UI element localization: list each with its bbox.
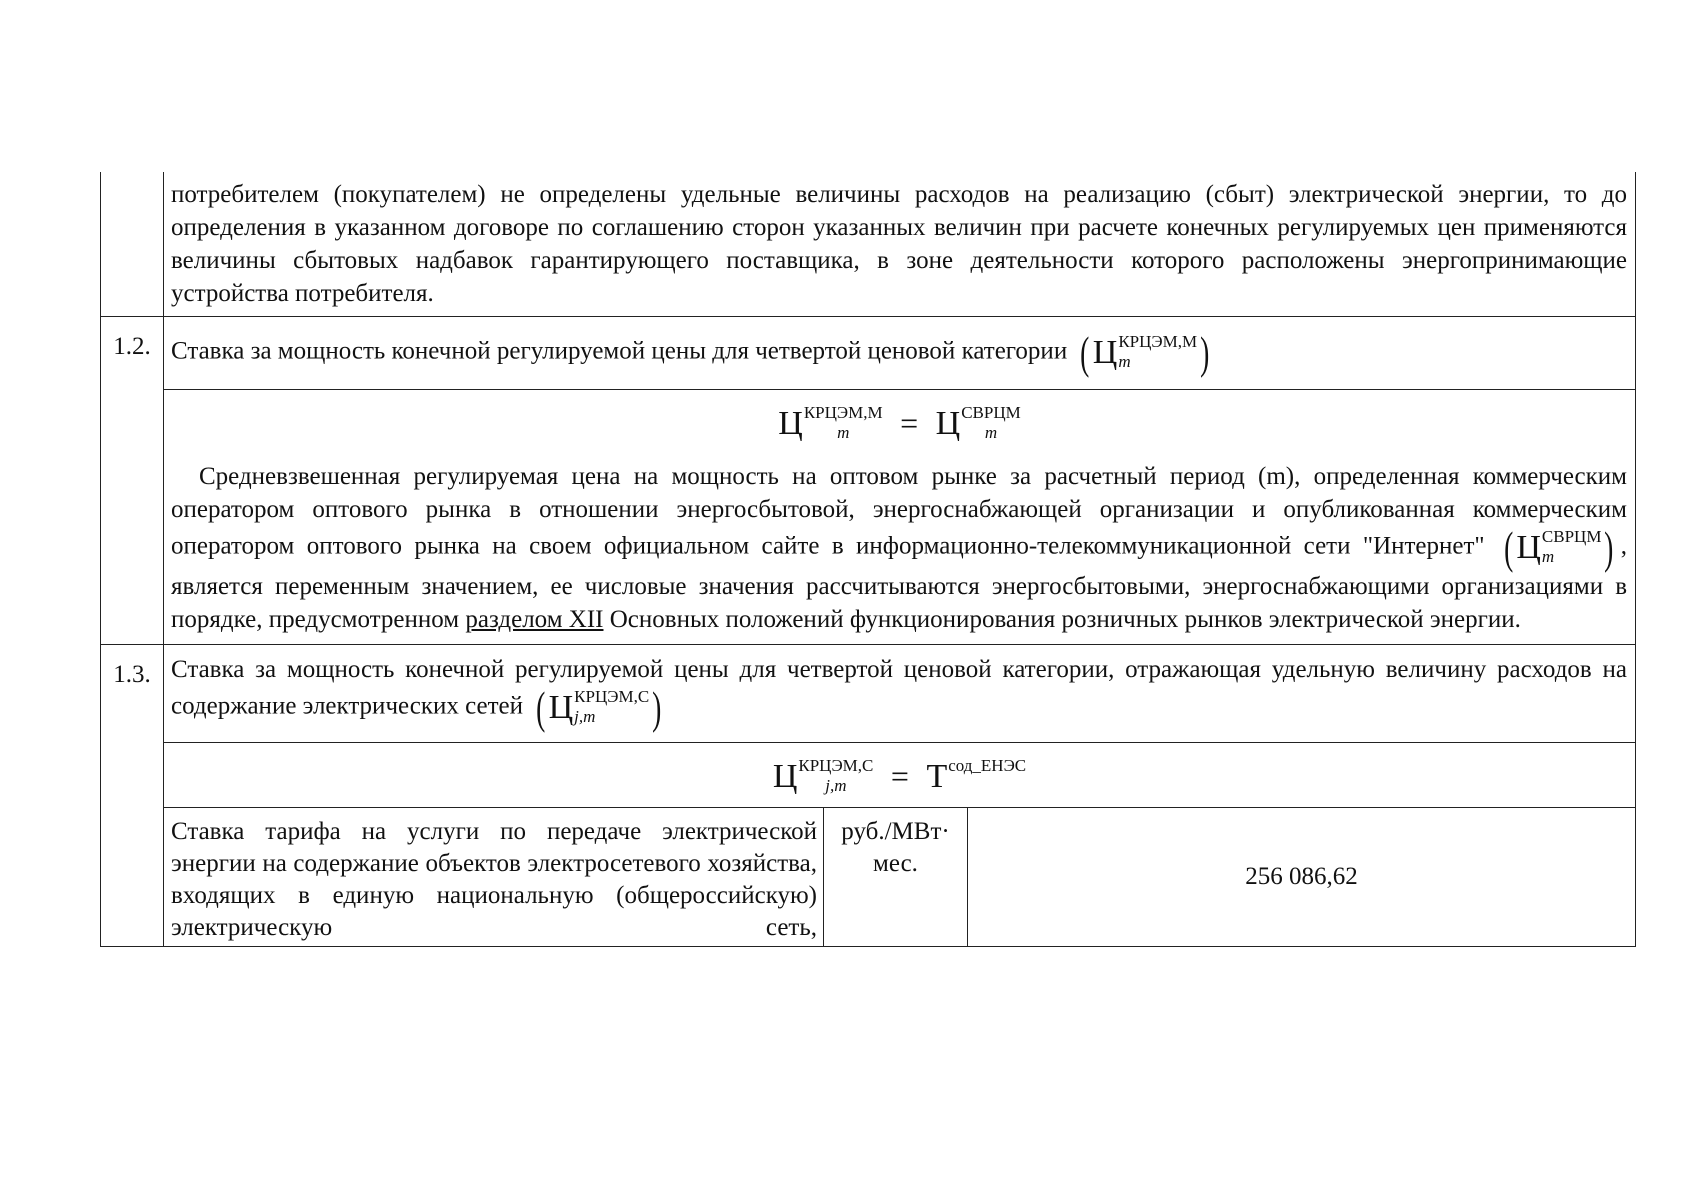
- formula-rhs-base: Ц: [935, 405, 961, 442]
- tariff-value-text: 256 086,62: [1245, 863, 1358, 890]
- formula-lhs-sub: m: [837, 423, 850, 442]
- row-title-text: Ставка за мощность конечной регулируемой цены для четвертой ценовой категории, отражающая удельную величину расходов на содержание электрических сетей: [171, 656, 1627, 720]
- formula-equals: =: [900, 405, 919, 441]
- title-symbol: ( Ц КРЦЭМ,C j,m ): [536, 682, 662, 733]
- table-row-1-1-continuation: [100, 172, 1636, 316]
- row-title: [164, 645, 1635, 742]
- row-content-cell: [164, 317, 1635, 644]
- symbol-base: Ц: [1092, 334, 1118, 371]
- continuation-text: потребителем (покупателем) не определены удельные величины расходов на реализацию (сбыт) электрической энергии, то до определения в указанном договоре по соглашению сторон указанных величин при расчете конечных регулируемых цен применяются величины сбытовых надбавок гарантирующего поставщика, в зоне деятельности которого расположены энергопринимающие устройства потребителя.: [171, 181, 1627, 307]
- tariff-value: [968, 808, 1635, 946]
- formula-rhs-sup: СВРЦМ: [961, 403, 1021, 422]
- row-title: [164, 317, 1635, 389]
- paragraph-symbol: ( Ц СВРЦМ m ): [1504, 522, 1614, 573]
- row-content-cell: [164, 172, 1635, 316]
- row-number: 1.3.: [101, 645, 164, 946]
- symbol-superscript: КРЦЭМ,М: [1118, 332, 1198, 351]
- table-row-1-2: [100, 316, 1636, 644]
- row-number: 1.2.: [101, 317, 164, 644]
- row-content-cell: [164, 645, 1635, 946]
- table-row-1-3: [100, 644, 1636, 947]
- symbol-subscript: m: [1118, 352, 1131, 371]
- formula-lhs-sup: КРЦЭМ,М: [803, 403, 883, 422]
- formula-rhs-sub: m: [984, 423, 998, 442]
- tariff-unit: руб./МВт· мес.: [824, 808, 968, 946]
- tariff-subtable: [164, 807, 1635, 946]
- title-symbol: ( Ц КРЦЭМ,М m ): [1080, 327, 1210, 378]
- formula-1-2: [164, 390, 1635, 454]
- tariff-table: [100, 172, 1636, 947]
- description-paragraph: Средневзвешенная регулируемая цена на мощность на оптовом рынке за расчетный период (m), определенная коммерческим оператором оптового рынка в отношении энергосбытовой, энергоснабжающей организации и опубликованная коммерческим оператором оптового рынка на своем официальном сайте в информационно-телекоммуникационной сети "Интернет" ( Ц СВРЦМ m ) , является переменным значением, ее числовые значения рассчитываются энергосбытовыми, энергоснабжающими организациями в порядке, предусмотренном разделом XII Основных положений функционирования розничных рынков электрической энергии.: [171, 463, 1628, 633]
- row-title-text: Ставка за мощность конечной регулируемой цены для четвертой ценовой категории: [171, 337, 1068, 365]
- row-number-cell: [101, 172, 164, 316]
- tariff-description: Ставка тарифа на услуги по передаче электрической энергии на содержание объектов электросетевого хозяйства, входящих в единую национальную (общероссийскую) электрическую сеть,: [164, 808, 824, 946]
- formula-lhs-base: Ц: [778, 405, 803, 442]
- section-xii-link[interactable]: разделом XII: [465, 606, 604, 633]
- formula-1-3: Ц КРЦЭМ,C j,m = Т сод_ЕНЭС: [772, 756, 1027, 795]
